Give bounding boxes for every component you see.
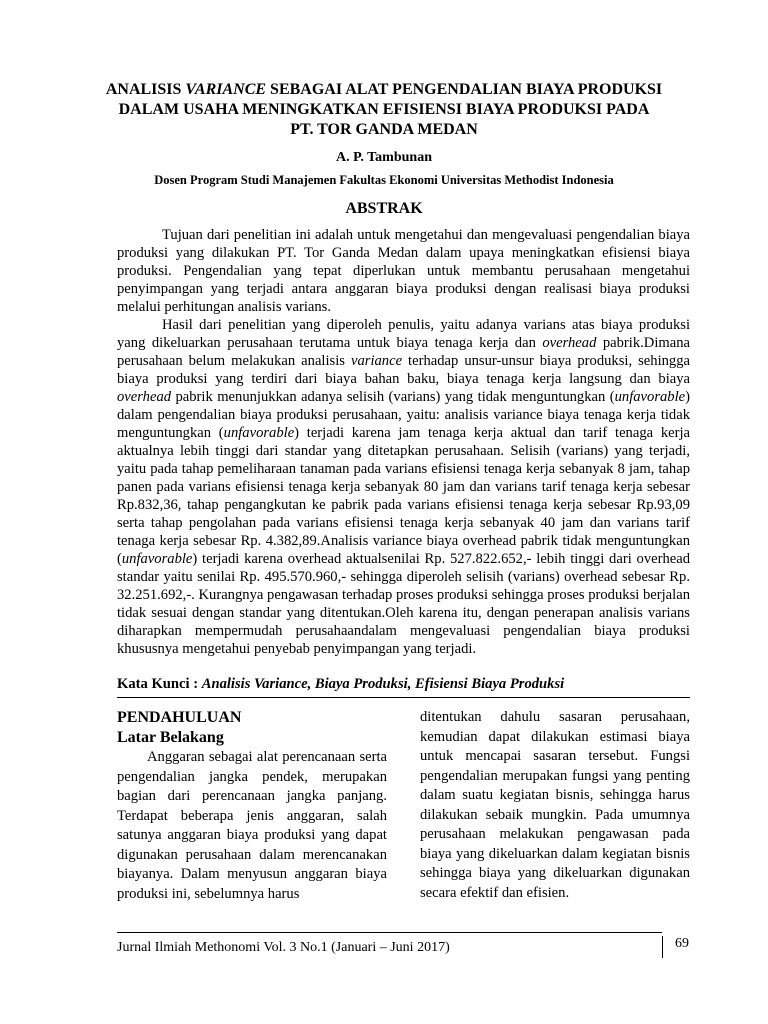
keywords (117, 676, 690, 693)
journal-footer: Jurnal Ilmiah Methonomi Vol. 3 No.1 (Januari – Juni 2017) (117, 940, 450, 955)
paper-title (100, 80, 668, 140)
footer-divider (117, 932, 662, 933)
author-affiliation: Dosen Program Studi Manajemen Fakultas Ekonomi Universitas Methodist Indonesia (154, 173, 614, 187)
title-line-2: DALAM USAHA MENINGKATKAN EFISIENSI BIAYA PRODUKSI PADA (118, 101, 650, 118)
abstract-body (117, 226, 690, 658)
page-number: 69 (675, 936, 689, 951)
section-divider (117, 697, 690, 698)
keywords-value: Analisis Variance, Biaya Produksi, Efisiensi Biaya Produksi (201, 676, 565, 692)
abstract-heading: ABSTRAK (345, 200, 423, 217)
title-line-1: ANALISIS VARIANCE SEBAGAI ALAT PENGENDALIAN BIAYA PRODUKSI (105, 81, 663, 98)
author-name: A. P. Tambunan (336, 150, 432, 165)
body-column-right (420, 708, 690, 903)
section-heading: PENDAHULUAN (117, 709, 242, 726)
body-paragraph-right: ditentukan dahulu sasaran perusahaan, kemudian dapat dilakukan estimasi biaya untuk mencapai sasaran tersebut. Fungsi pengendalian merupakan fungsi yang penting dalam suatu kegiatan bisnis, sehingga harus dilakukan sebaik mungkin. Pada umumnya perusahaan melakukan pengawasan pada biaya yang dikeluarkan dalam kegiatan bisnis sehingga biaya yang dikeluarkan digunakan secara efektif dan efisien. (420, 709, 690, 901)
body-paragraph-left: Anggaran sebagai alat perencanaan serta pengendalian jangka pendek, merupakan bagian dari perencanaan jangka panjang. Terdapat beberapa jenis anggaran, salah satunya anggaran biaya produksi yang dapat digunakan perusahaan dalam merencanakan biayanya. Dalam menyusun anggaran biaya produksi ini, sebelumnya harus (117, 749, 387, 902)
abstract-paragraph-2: Hasil dari penelitian yang diperoleh penulis, yaitu adanya varians atas biaya produksi yang dikeluarkan perusahaan terutama untuk biaya tenaga kerja dan overhead pabrik.Dimana perusahaan belum melakukan analisis variance terhadap unsur-unsur biaya produksi, sehingga biaya produksi yang terdiri dari biaya bahan baku, biaya tenaga kerja langsung dan biaya overhead pabrik menunjukkan adanya selisih (varians) yang tidak menguntungkan (unfavorable) dalam pengendalian biaya produksi perusahaan, yaitu: analisis variance biaya tenaga kerja tidak menguntungkan (unfavorable) terjadi karena jam tenaga kerja aktual dan tarif tenaga kerja aktualnya lebih tinggi dari standar yang ditetapkan perusahaan. Selisih (varians) yang terjadi, yaitu pada tahap pemeliharaan tanaman pada varians efisiensi tenaga kerja sebanyak 8 jam, tahap panen pada varians efisiensi tenaga kerja sebanyak 80 jam dan varians tarif tenaga kerja sebesar Rp.832,36, tahap pengangkutan ke pabrik pada varians efisiensi tenaga kerja sebesar Rp.93,09 serta tahap pengolahan pada varians efisiensi tenaga kerja sebanyak 40 jam dan varians tarif tenaga kerja sebesar Rp. 4.382,89.Analisis variance biaya overhead pabrik tidak menguntungkan (unfavorable) terjadi karena overhead aktualsenilai Rp. 527.822.652,- lebih tinggi dari overhead standar yaitu senilai Rp. 495.570.960,- sehingga diperoleh selisih (varians) overhead sebesar Rp. 32.251.692,-. Kurangnya pengawasan terhadap proses produksi sehingga proses produksi berjalan tidak sesuai dengan standar yang ditentukan.Oleh karena itu, dengan penerapan analisis varians diharapkan mempermudah perusahaandalam mengevaluasi pengendalian biaya produksi khususnya mengetahui penyebab penyimpangan yang terjadi. (117, 317, 690, 657)
title-line-3: PT. TOR GANDA MEDAN (290, 121, 478, 138)
subsection-heading: Latar Belakang (117, 729, 224, 746)
keywords-label: Kata Kunci : (117, 676, 202, 692)
body-column-left (117, 708, 387, 904)
abstract-paragraph-1: Tujuan dari penelitian ini adalah untuk mengetahui dan mengevaluasi pengendalian biaya produksi yang dilakukan PT. Tor Ganda Medan dalam upaya meningkatkan efisiensi biaya produksi. Pengendalian yang tepat diperlukan untuk membantu perusahaan mengetahui penyimpangan yang terjadi antara anggaran biaya produksi dengan realisasi biaya produksi melalui perhitungan analisis varians. (117, 227, 690, 315)
footer-separator (662, 936, 663, 958)
